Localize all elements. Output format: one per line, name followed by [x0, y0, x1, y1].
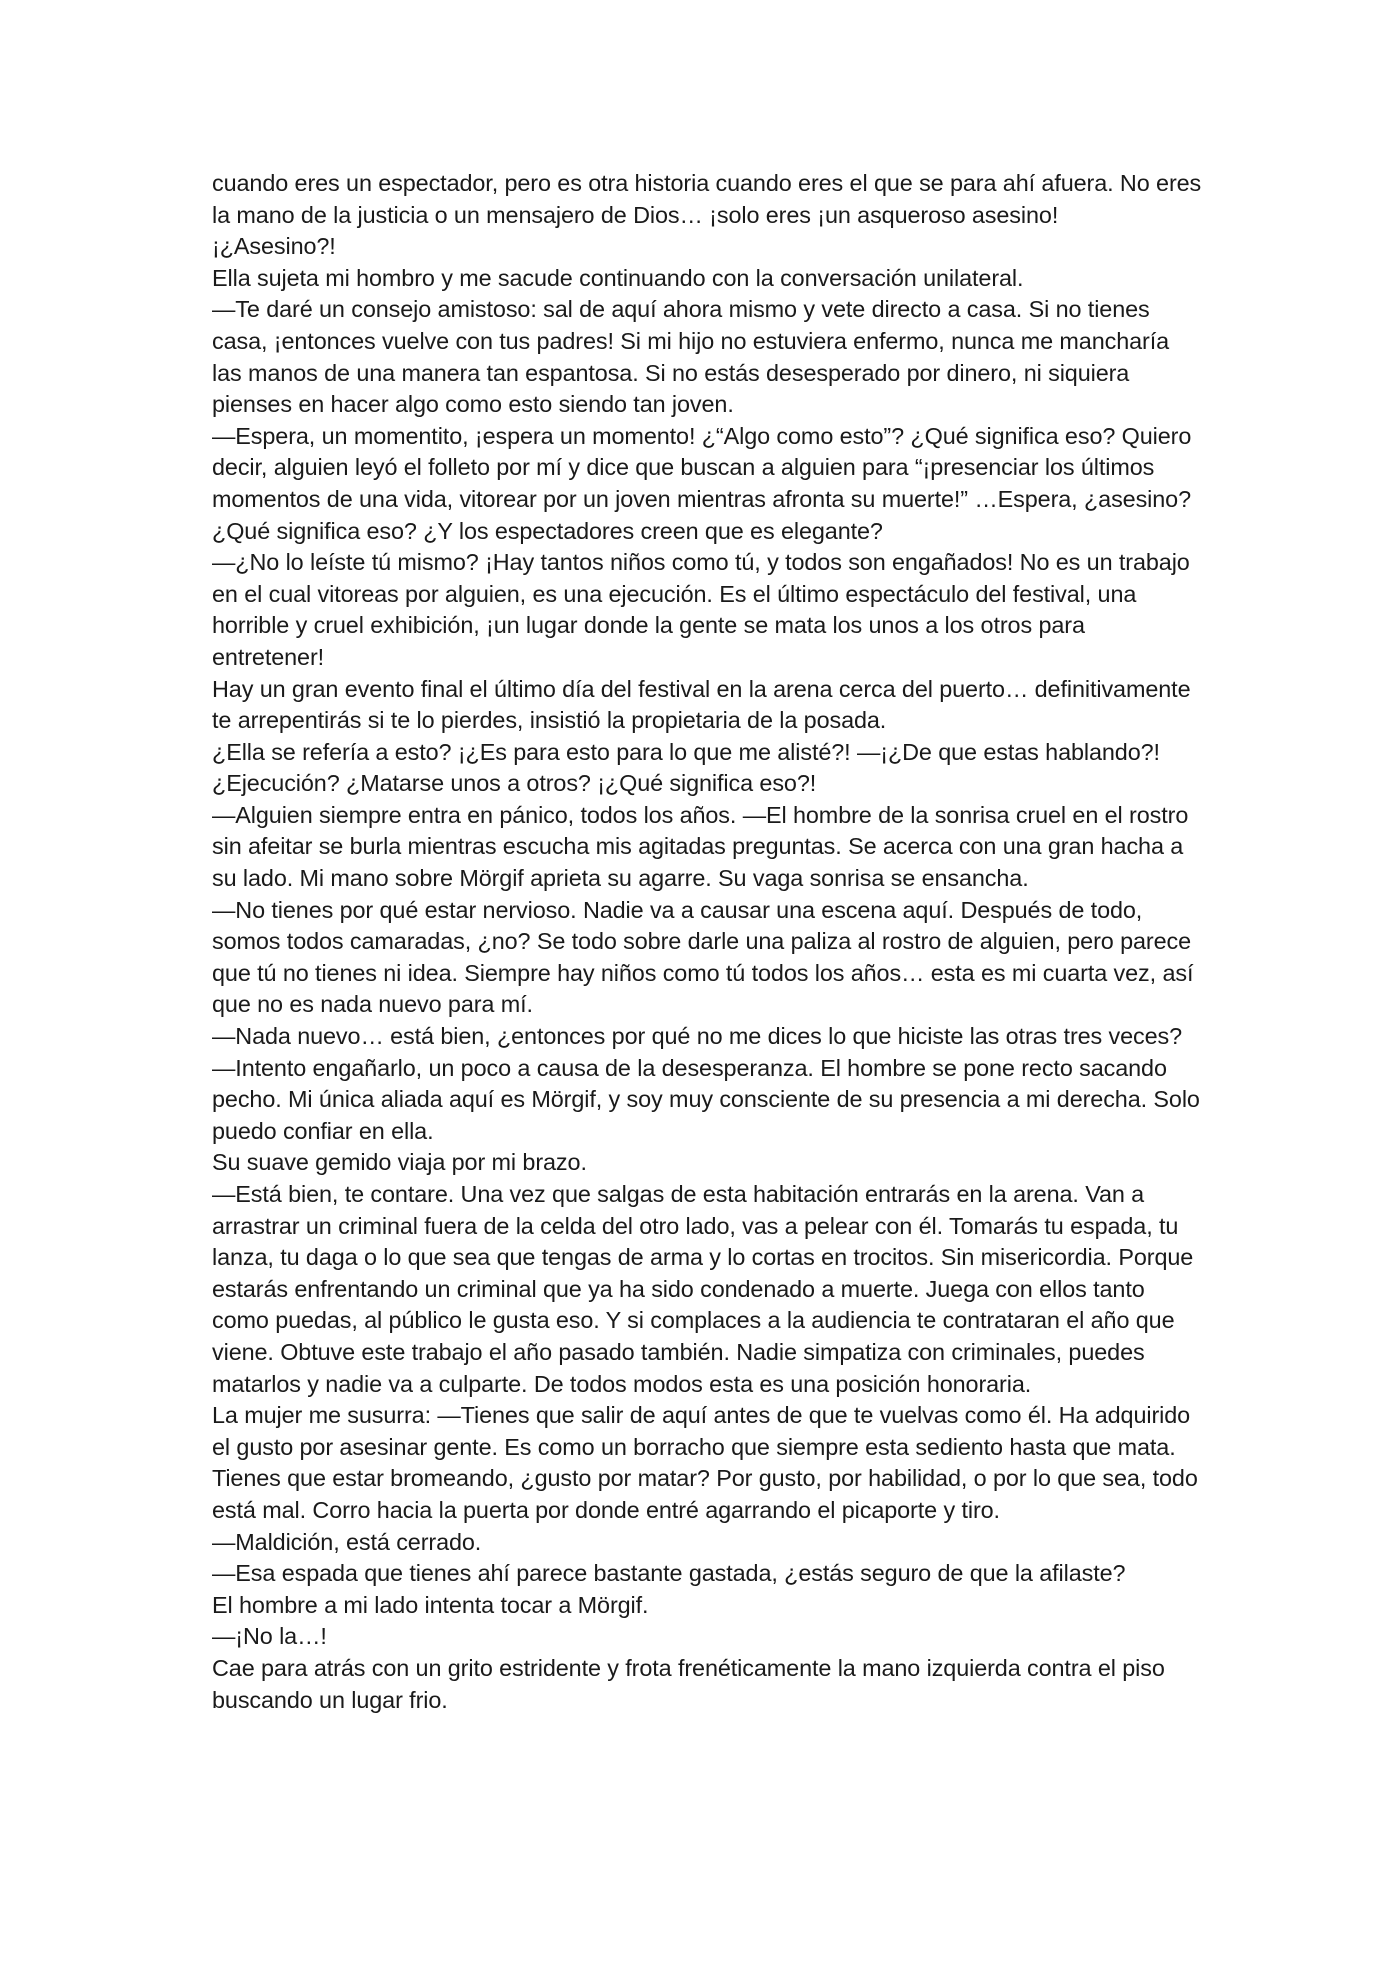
paragraph: El hombre a mi lado intenta tocar a Mörgif.: [212, 1591, 649, 1618]
paragraph: —No tienes por qué estar nervioso. Nadie va a causar una escena aquí. Después de todo, somos todos camaradas, ¿no? Se todo sobre darle una paliza al rostro de alguien, pero parece que tú no tienes ni idea. Siempre hay niños como tú todos los años… esta es mi cuarta vez, así que no es nada nuevo para mí.: [212, 896, 1194, 1018]
paragraph: —Maldición, está cerrado.: [212, 1528, 482, 1555]
paragraph: Cae para atrás con un grito estridente y frota frenéticamente la mano izquierda contra el piso buscando un lugar frio.: [212, 1654, 1165, 1713]
document-body: [212, 168, 1202, 1716]
paragraph: —¿No lo leíste tú mismo? ¡Hay tantos niños como tú, y todos son engañados! No es un trabajo en el cual vitoreas por alguien, es una ejecución. Es el último espectáculo del festival, una horrible y cruel exhibición, ¡un lugar donde la gente se mata los unos a los otros para entretener!: [212, 549, 1190, 670]
paragraph: —Espera, un momentito, ¡espera un momento! ¿“Algo como esto”? ¿Qué significa eso? Quiero decir, alguien leyó el folleto por mí y dice que buscan a alguien para “¡presenciar los últimos momentos de una vida, vitorear por un joven mientras afronta su muerte!” …Espera, ¿asesino? ¿Qué significa eso? ¿Y los espectadores creen que es elegante?: [212, 422, 1192, 544]
paragraph: ¡¿Asesino?!: [212, 233, 336, 260]
paragraph: —¡No la…!: [212, 1623, 327, 1650]
paragraph: ¿Ella se refería a esto? ¡¿Es para esto para lo que me alisté?! —¡¿De que estas hablando?! ¿Ejecución? ¿Matarse unos a otros? ¡¿Qué significa eso?!: [212, 738, 1160, 797]
paragraph: Ella sujeta mi hombro y me sacude continuando con la conversación unilateral.: [212, 264, 1024, 291]
paragraph: Su suave gemido viaja por mi brazo.: [212, 1149, 587, 1176]
paragraph: —Está bien, te contare. Una vez que salgas de esta habitación entrarás en la arena. Van a arrastrar un criminal fuera de la celda del otro lado, vas a pelear con él. Tomarás tu espada, tu lanza, tu daga o lo que sea que tengas de arma y lo cortas en trocitos. Sin misericordia. Porque estarás enfrentando un criminal que ya ha sido condenado a muerte. Juega con ellos tanto como puedas, al público le gusta eso. Y si complaces a la audiencia te contrataran el año que viene. Obtuve este trabajo el año pasado también. Nadie simpatiza con criminales, puedes matarlos y nadie va a culparte. De todos modos esta es una posición honoraria.: [212, 1181, 1194, 1397]
paragraph: —Te daré un consejo amistoso: sal de aquí ahora mismo y vete directo a casa. Si no tienes casa, ¡entonces vuelve con tus padres! Si mi hijo no estuviera enfermo, nunca me mancharía las manos de una manera tan espantosa. Si no estás desesperado por dinero, ni siquiera pienses en hacer algo como esto siendo tan joven.: [212, 296, 1170, 418]
paragraph: —Alguien siempre entra en pánico, todos los años. —El hombre de la sonrisa cruel en el rostro sin afeitar se burla mientras escucha mis agitadas preguntas. Se acerca con una gran hacha a su lado. Mi mano sobre Mörgif aprieta su agarre. Su vaga sonrisa se ensancha.: [212, 801, 1189, 892]
paragraph: —Intento engañarlo, un poco a causa de la desesperanza. El hombre se pone recto sacando pecho. Mi única aliada aquí es Mörgif, y soy muy consciente de su presencia a mi derecha. Solo puedo confiar en ella.: [212, 1054, 1200, 1144]
paragraph: Hay un gran evento final el último día del festival en la arena cerca del puerto… definitivamente te arrepentirás si te lo pierdes, insistió la propietaria de la posada.: [212, 675, 1191, 734]
paragraph: —Nada nuevo… está bien, ¿entonces por qué no me dices lo que hiciste las otras tres veces?: [212, 1023, 1183, 1050]
paragraph: cuando eres un espectador, pero es otra historia cuando eres el que se para ahí afuera. No eres la mano de la justicia o un mensajero de Dios… ¡solo eres ¡un asqueroso asesino!: [212, 170, 1202, 228]
paragraph: La mujer me susurra: —Tienes que salir de aquí antes de que te vuelvas como él. Ha adquirido el gusto por asesinar gente. Es como un borracho que siempre esta sediento hasta que mata.: [212, 1402, 1191, 1460]
paragraph: —Esa espada que tienes ahí parece bastante gastada, ¿estás seguro de que la afilaste?: [212, 1560, 1126, 1587]
paragraph: Tienes que estar bromeando, ¿gusto por matar? Por gusto, por habilidad, o por lo que sea, todo está mal. Corro hacia la puerta por donde entré agarrando el picaporte y tiro.: [212, 1465, 1198, 1523]
